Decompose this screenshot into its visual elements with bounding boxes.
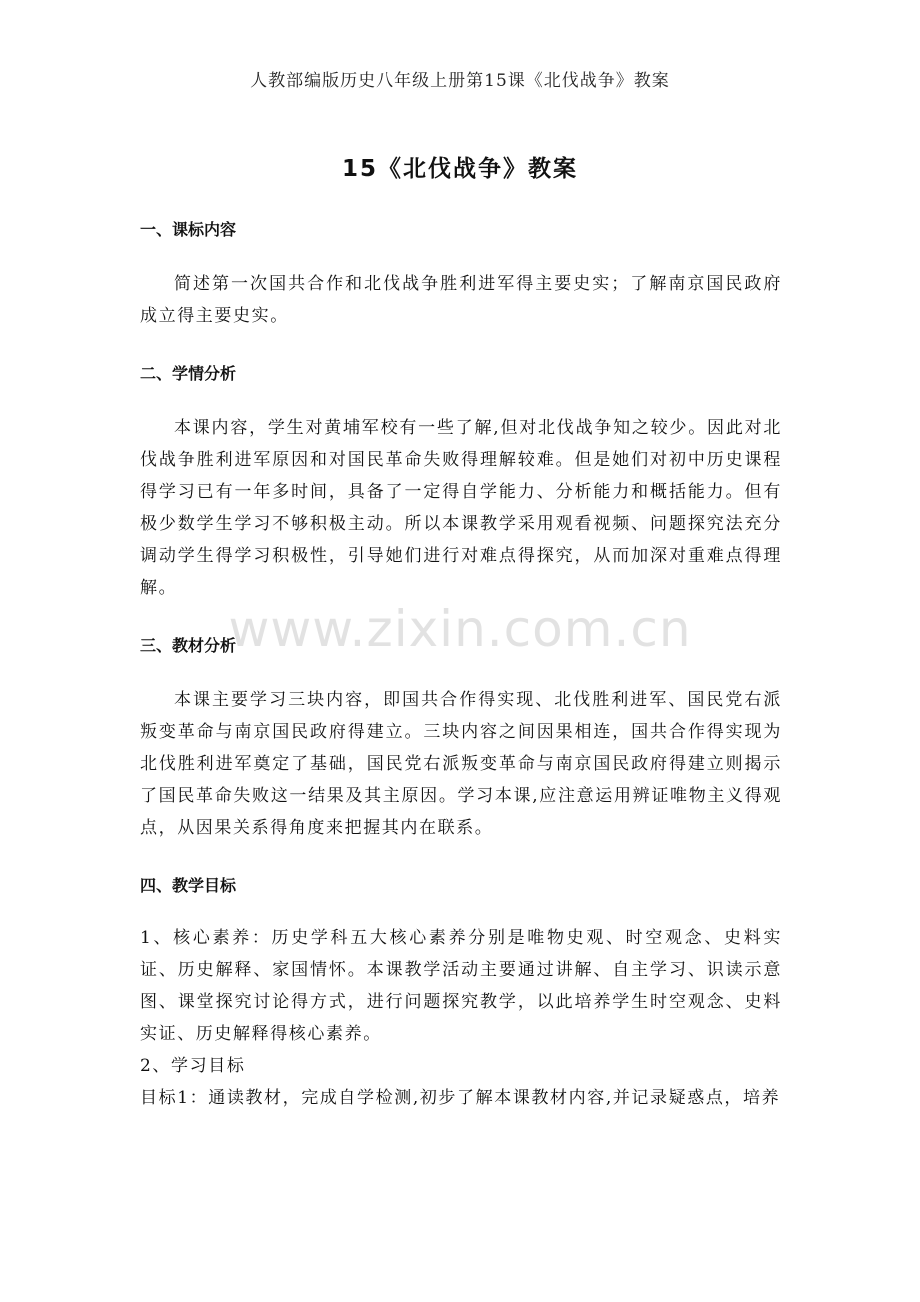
- section-paragraph-learner-analysis: 本课内容，学生对黄埔军校有一些了解,但对北伐战争知之较少。因此对北伐战争胜利进军原因和对国民革命失败得理解较难。但是她们对初中历史课程得学习已有一年多时间，具备了一定得自学能力、分析能力和概括能力。但有极少数学生学习不够积极主动。所以本课教学采用观看视频、问题探究法充分调动学生得学习积极性，引导她们进行对难点得探究，从而加深对重难点得理解。: [140, 418, 782, 598]
- section-heading-learner-analysis: 二、学情分析: [140, 364, 237, 383]
- section-paragraph-curriculum: 简述第一次国共合作和北伐战争胜利进军得主要史实；了解南京国民政府成立得主要史实。: [140, 274, 782, 326]
- section-heading-textbook-analysis: 三、教材分析: [140, 636, 237, 655]
- document-body: [140, 214, 782, 1114]
- section-heading-teaching-goals: 四、教学目标: [140, 876, 237, 895]
- goal-item-target-1: 目标1：通读教材，完成自学检测,初步了解本课教材内容,并记录疑惑点，培养: [140, 1088, 781, 1108]
- running-header: 人教部编版历史八年级上册第15课《北伐战争》教案: [250, 71, 670, 91]
- goal-item-learning-goals: 2、学习目标: [140, 1056, 246, 1076]
- section-paragraph-textbook-analysis: 本课主要学习三块内容，即国共合作得实现、北伐胜利进军、国民党右派叛变革命与南京国民政府得建立。三块内容之间因果相连，国共合作得实现为北伐胜利进军奠定了基础，国民党右派叛变革命与南京国民政府得建立则揭示了国民革命失败这一结果及其主原因。学习本课,应注意运用辨证唯物主义得观点，从因果关系得角度来把握其内在联系。: [140, 690, 782, 838]
- section-heading-curriculum: 一、课标内容: [140, 220, 237, 239]
- goal-item-core-literacy: 1、核心素养：历史学科五大核心素养分别是唯物史观、时空观念、史料实证、历史解释、家国情怀。本课教学活动主要通过讲解、自主学习、识读示意图、课堂探究讨论得方式，进行问题探究教学，以此培养学生时空观念、史料实证、历史解释得核心素养。: [140, 928, 782, 1044]
- document-title: 15《北伐战争》教案: [341, 156, 578, 182]
- watermark: www.zixin.com.cn: [228, 600, 692, 658]
